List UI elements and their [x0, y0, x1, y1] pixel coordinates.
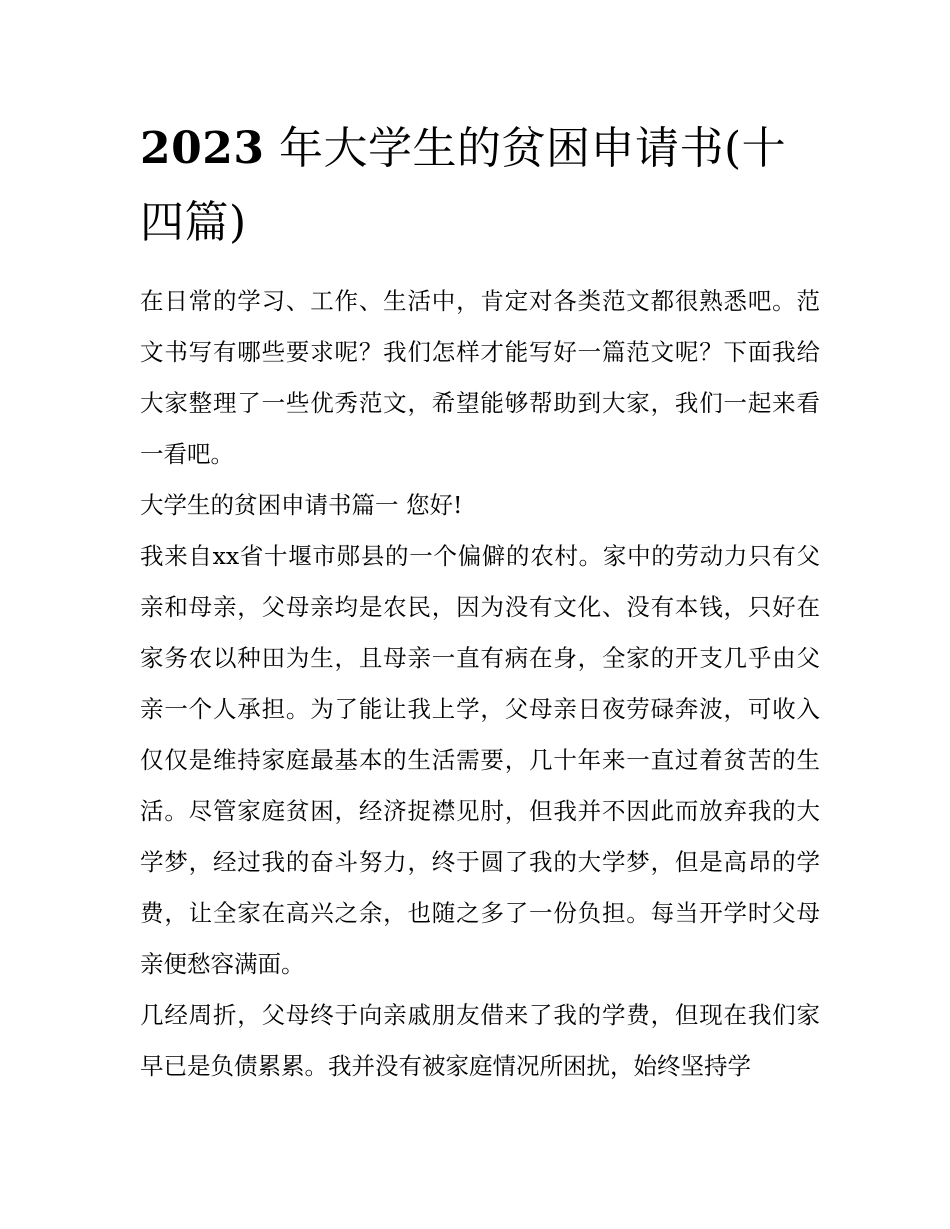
title-year: 2023 — [140, 123, 265, 174]
section-heading-paragraph: 大学生的贫困申请书篇一 您好! — [140, 491, 463, 519]
document-body — [140, 276, 820, 1092]
document-title — [140, 112, 820, 260]
title-text: 年大学生的贫困申请书(十四篇) — [140, 123, 787, 248]
body-paragraph: 几经周折，父母终于向亲戚朋友借来了我的学费，但现在我们家早已是负债累累。我并没有被家庭情况所困扰，始终坚持学 — [140, 1001, 820, 1080]
body-paragraph: 我来自xx省十堰市郧县的一个偏僻的农村。家中的劳动力只有父亲和母亲，父母亲均是农民，因为没有文化、没有本钱，只好在家务农以种田为生，且母亲一直有病在身，全家的开支几乎由父亲一个人承担。为了能让我上学，父母亲日夜劳碌奔波，可收入仅仅是维持家庭最基本的生活需要，几十年来一直过着贫苦的生活。尽管家庭贫困，经济捉襟见肘，但我并不因此而放弃我的大学梦，经过我的奋斗努力，终于圆了我的大学梦，但是高昂的学费，让全家在高兴之余，也随之多了一份负担。每当开学时父母亲便愁容满面。 — [140, 542, 820, 978]
intro-paragraph: 在日常的学习、工作、生活中，肯定对各类范文都很熟悉吧。范文书写有哪些要求呢？我们怎样才能写好一篇范文呢？下面我给大家整理了一些优秀范文，希望能够帮助到大家，我们一起来看一看吧。 — [140, 287, 820, 468]
